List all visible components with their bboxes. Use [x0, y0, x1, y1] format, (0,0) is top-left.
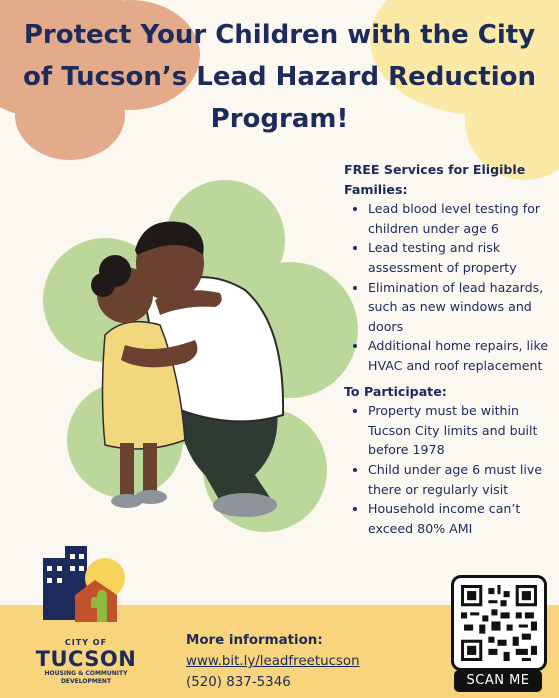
- list-item: • Lead testing and risk assessment of property: [368, 238, 549, 277]
- city-logo-text: [30, 638, 142, 686]
- logo-dept: HOUSING & COMMUNITY DEVELOPMENT: [44, 670, 128, 685]
- qr-code-frame[interactable]: [451, 575, 547, 671]
- list-item: • Child under age 6 must live there or regularly visit: [368, 460, 549, 499]
- list-item: • Household income can’t exceed 80% AMI: [368, 499, 549, 538]
- list-item: • Elimination of lead hazards, such as new windows and doors: [368, 278, 549, 337]
- contact-link[interactable]: www.bit.ly/leadfreetucson: [186, 654, 360, 669]
- scan-me-label: SCAN ME: [454, 670, 542, 692]
- page-title: Protect Your Children with the City of Tucson’s Lead Hazard Reduction Program!: [22, 20, 537, 134]
- participate-list: [344, 401, 549, 538]
- city-logo-icon: [35, 540, 135, 640]
- list-item: • Lead blood level testing for children under age 6: [368, 199, 549, 238]
- list-item: • Property must be within Tucson City limits and built before 1978: [368, 401, 549, 460]
- contact-info: [186, 630, 360, 693]
- logo-city-of: CITY OF: [64, 638, 108, 647]
- services-heading: FREE Services for Eligible Families:: [344, 162, 526, 197]
- contact-heading: More information:: [186, 633, 323, 648]
- father-child-hug-illustration: [85, 205, 315, 525]
- contact-phone: (520) 837-5346: [186, 675, 291, 690]
- services-list: [344, 199, 549, 375]
- qr-code-icon: [461, 585, 537, 661]
- logo-tucson: TUCSON: [35, 647, 137, 671]
- info-panel: [344, 160, 549, 544]
- list-item: • Additional home repairs, like HVAC and roof replacement: [368, 336, 549, 375]
- participate-heading: To Participate:: [344, 383, 447, 399]
